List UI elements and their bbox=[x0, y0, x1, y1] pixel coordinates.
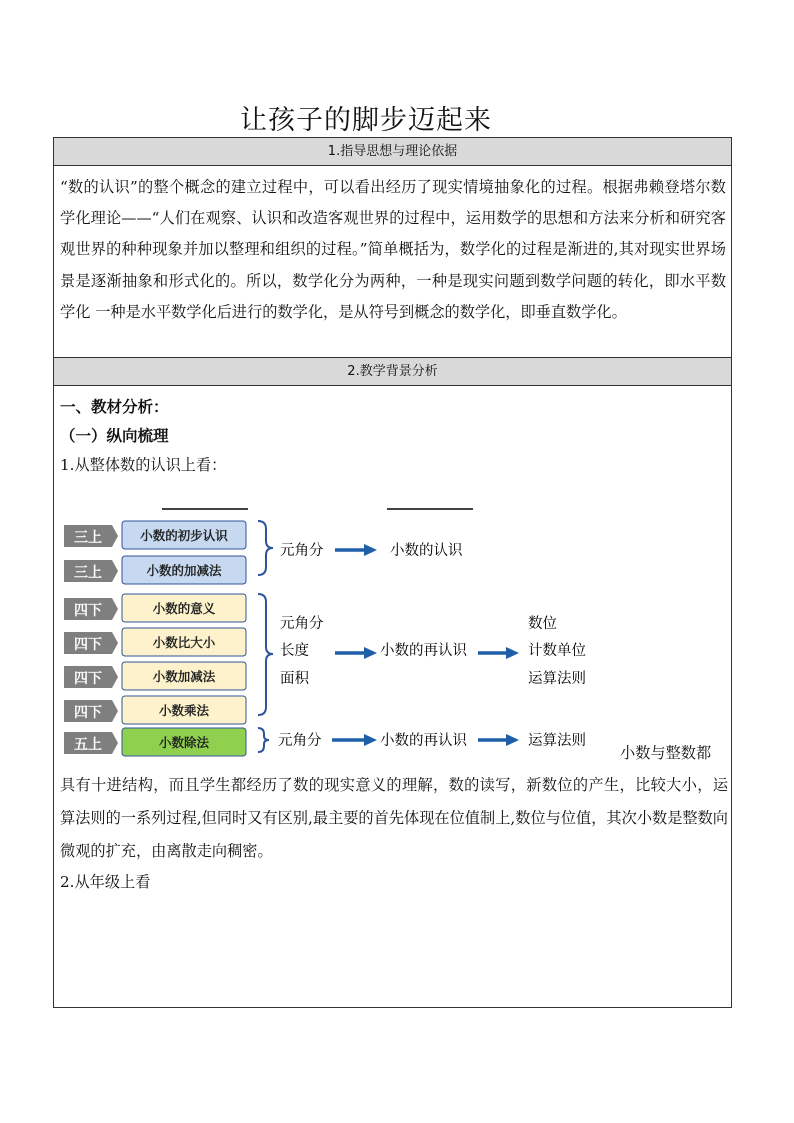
grade-tag-label: 四下 bbox=[74, 671, 102, 687]
grade-tag-label: 四下 bbox=[74, 637, 102, 653]
grade-tag-label: 四下 bbox=[74, 705, 102, 721]
group2-source-2: 面积 bbox=[280, 671, 309, 687]
group2-result: 小数的再认识 bbox=[380, 643, 467, 659]
heading-textbook-analysis: 一、教材分析： bbox=[60, 397, 169, 416]
grade-tag-label: 三上 bbox=[74, 530, 102, 546]
topic-label: 小数除法 bbox=[158, 735, 210, 750]
arrow-icon bbox=[332, 734, 377, 746]
topic-label: 小数的意义 bbox=[152, 601, 216, 616]
topic-label: 小数比大小 bbox=[152, 635, 216, 650]
group3-result: 小数的再认识 bbox=[380, 733, 467, 749]
grade-tag-label: 三上 bbox=[74, 565, 102, 581]
group2-target-2: 运算法则 bbox=[528, 671, 586, 687]
heading-vertical-review: （一）纵向梳理 bbox=[60, 426, 169, 445]
guiding-ideas-paragraph: “数的认识”的整个概念的建立过程中，可以看出经历了现实情境抽象化的过程。根据弗赖登塔尔数学化理论——“人们在观察、认识和改造客观世界的过程中，运用数学的思想和方法来分析和研究客观世界的种种现象并加以整理和组织的过程。”简单概括为，数学化的过程是渐进的,其对现实世界场景是逐渐抽象和形式化的。所以，数学化分为两种，一种是现实问题到数学问题的转化，即水平数学化 一种是水平数学化后进行的数学化，是从符号到概念的数学化，即垂直数学化。 bbox=[60, 178, 726, 321]
group3-target: 运算法则 bbox=[528, 733, 586, 749]
group2-target-1: 计数单位 bbox=[528, 643, 586, 659]
number-recognition-diagram bbox=[54, 507, 731, 763]
section-header-guiding-ideas: 1.指导思想与理论依据 bbox=[54, 138, 731, 166]
grade-tag-label: 五上 bbox=[74, 737, 102, 753]
side-text: 小数与整数都 bbox=[620, 744, 712, 762]
arrow-icon bbox=[335, 544, 377, 556]
line-overall-number: 1.从整体数的认识上看： bbox=[60, 456, 227, 474]
lesson-table bbox=[53, 137, 732, 1008]
line-by-grade: 2.从年级上看 bbox=[60, 873, 151, 891]
arrow-icon bbox=[478, 647, 519, 659]
group2-source-0: 元角分 bbox=[280, 616, 324, 632]
arrow-icon bbox=[478, 734, 519, 746]
grade-tag-label: 四下 bbox=[74, 603, 102, 619]
group1-result: 小数的认识 bbox=[390, 543, 463, 559]
comparison-paragraph: 具有十进结构，而且学生都经历了数的现实意义的理解，数的读写，新数位的产生，比较大小，运算法则的一系列过程,但同时又有区别,最主要的首先体现在位值制上,数位与位值，其次小数是整数向微观的扩充，由离散走向稠密。 bbox=[60, 776, 728, 860]
brace-group-1 bbox=[258, 521, 273, 575]
section-header-teaching-background: 2.教学背景分析 bbox=[54, 357, 731, 386]
brace-group-2 bbox=[258, 594, 273, 715]
topic-label: 小数加减法 bbox=[152, 669, 216, 684]
topic-label: 小数的加减法 bbox=[146, 563, 222, 578]
group3-source: 元角分 bbox=[278, 733, 322, 749]
topic-label: 小数乘法 bbox=[158, 703, 210, 718]
group2-target-0: 数位 bbox=[528, 616, 557, 632]
page-title: 让孩子的脚步迈起来 bbox=[240, 105, 492, 136]
group2-source-1: 长度 bbox=[280, 643, 309, 659]
brace-group-3 bbox=[258, 728, 269, 752]
topic-label: 小数的初步认识 bbox=[140, 528, 228, 543]
group1-source: 元角分 bbox=[280, 543, 324, 559]
arrow-icon bbox=[335, 647, 377, 659]
